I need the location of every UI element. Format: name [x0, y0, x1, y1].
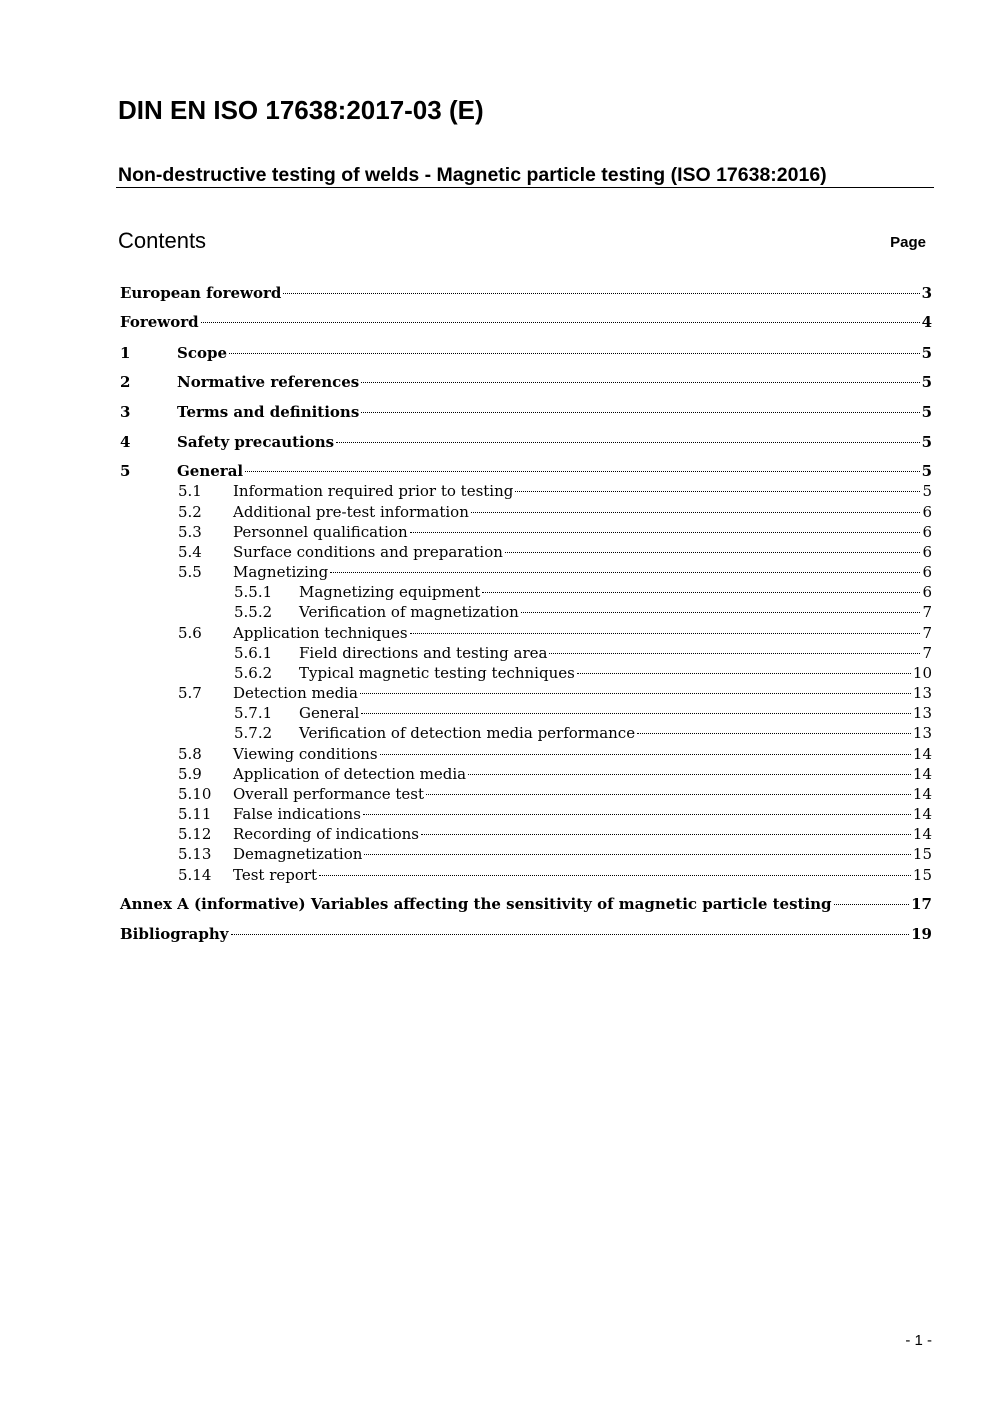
toc-entry[interactable]	[0, 703, 932, 723]
toc-dot-leader	[283, 293, 919, 294]
toc-entry[interactable]	[0, 764, 932, 784]
toc-entry-page: 5	[922, 482, 932, 500]
toc-entry-number: 5.6.2	[234, 664, 273, 682]
toc-dot-leader	[505, 552, 921, 553]
toc-entry-label: Annex A (informative) Variables affecting the sensitivity of magnetic particle testing	[120, 895, 832, 913]
toc-dot-leader	[330, 572, 920, 573]
toc-entry-page: 15	[912, 866, 932, 884]
toc-dot-leader	[637, 733, 911, 734]
toc-dot-leader	[410, 532, 921, 533]
toc-entry-number: 5.14	[178, 866, 212, 884]
toc-entry[interactable]	[0, 723, 932, 743]
toc-entry-number: 5.5.2	[234, 603, 273, 621]
toc-entry-page: 3	[921, 284, 932, 302]
toc-entry[interactable]	[0, 894, 932, 914]
toc-entry-page: 6	[922, 503, 932, 521]
toc-entry-label: Surface conditions and preparation	[233, 543, 503, 561]
toc-entry-label: Overall performance test	[233, 785, 425, 803]
toc-dot-leader	[471, 512, 921, 513]
toc-entry-label: Scope	[177, 344, 228, 362]
toc-entry[interactable]	[0, 602, 932, 622]
toc-entry-number: 3	[120, 403, 131, 421]
toc-entry-label: Verification of detection media performance	[299, 724, 636, 742]
toc-entry[interactable]	[0, 343, 932, 363]
toc-entry-page: 13	[912, 704, 932, 722]
toc-entry-number: 5.1	[178, 482, 202, 500]
toc-entry-page: 13	[912, 724, 932, 742]
toc-entry-label: Viewing conditions	[233, 745, 378, 763]
toc-entry-number: 5.3	[178, 523, 202, 541]
toc-entry[interactable]	[0, 623, 932, 643]
toc-entry[interactable]	[0, 502, 932, 522]
toc-entry-label: Recording of indications	[233, 825, 419, 843]
toc-dot-leader	[201, 322, 920, 323]
toc-entry-number: 5.10	[178, 785, 212, 803]
toc-dot-leader	[468, 774, 911, 775]
toc-entry-number: 5.13	[178, 845, 212, 863]
toc-entry-label: Bibliography	[120, 925, 229, 943]
toc-entry-number: 5.11	[178, 805, 212, 823]
toc-entry-number: 2	[120, 373, 131, 391]
toc-entry-label: Verification of magnetization	[299, 603, 519, 621]
toc-entry[interactable]	[0, 402, 932, 422]
toc-dot-leader	[521, 612, 921, 613]
toc-entry-number: 4	[120, 433, 131, 451]
toc-entry-label: General	[299, 704, 360, 722]
toc-entry[interactable]	[0, 312, 932, 332]
toc-entry-label: Foreword	[120, 313, 199, 331]
toc-entry-page: 7	[922, 624, 932, 642]
toc-entry[interactable]	[0, 522, 932, 542]
toc-entry[interactable]	[0, 744, 932, 764]
toc-entry[interactable]	[0, 542, 932, 562]
toc-entry-number: 5.4	[178, 543, 202, 561]
toc-dot-leader	[229, 353, 920, 354]
toc-entry-number: 5.7	[178, 684, 202, 702]
toc-entry-label: False indications	[233, 805, 361, 823]
toc-entry[interactable]	[0, 461, 932, 481]
toc-entry-label: Detection media	[233, 684, 358, 702]
toc-dot-leader	[410, 633, 921, 634]
toc-entry-label: Test report	[233, 866, 318, 884]
toc-entry[interactable]	[0, 924, 932, 944]
toc-dot-leader	[482, 592, 920, 593]
toc-dot-leader	[231, 934, 910, 935]
document-title: Non-destructive testing of welds - Magnetic particle testing (ISO 17638:2016)	[118, 164, 827, 186]
toc-entry-page: 10	[912, 664, 932, 682]
toc-entry-label: Demagnetization	[233, 845, 363, 863]
toc-entry-number: 5.5.1	[234, 583, 273, 601]
toc-entry[interactable]	[0, 865, 932, 885]
toc-entry-page: 5	[921, 373, 932, 391]
toc-entry-number: 5.6.1	[234, 644, 273, 662]
toc-entry-number: 5.9	[178, 765, 202, 783]
toc-entry-page: 6	[922, 543, 932, 561]
page-column-label: Page	[890, 234, 926, 251]
toc-entry[interactable]	[0, 582, 932, 602]
toc-entry-label: Information required prior to testing	[233, 482, 514, 500]
toc-dot-leader	[336, 442, 919, 443]
toc-dot-leader	[361, 713, 911, 714]
toc-entry-page: 7	[922, 603, 932, 621]
toc-entry[interactable]	[0, 283, 932, 303]
footer-page-number: - 1 -	[905, 1332, 932, 1349]
toc-dot-leader	[364, 854, 911, 855]
toc-entry-page: 5	[921, 344, 932, 362]
toc-entry-label: Terms and definitions	[177, 403, 360, 421]
toc-entry-page: 14	[912, 805, 932, 823]
toc-entry-page: 13	[912, 684, 932, 702]
document-identifier: DIN EN ISO 17638:2017-03 (E)	[118, 95, 484, 125]
toc-entry-number: 5.7.2	[234, 724, 273, 742]
toc-entry-number: 1	[120, 344, 131, 362]
toc-entry-page: 4	[921, 313, 932, 331]
toc-dot-leader	[319, 875, 911, 876]
toc-entry-label: Personnel qualification	[233, 523, 408, 541]
toc-entry-number: 5.5	[178, 563, 202, 581]
toc-entry-label: Application of detection media	[233, 765, 467, 783]
toc-entry-number: 5.6	[178, 624, 202, 642]
toc-entry-label: Additional pre-test information	[233, 503, 469, 521]
toc-entry-page: 7	[922, 644, 932, 662]
toc-entry-page: 5	[921, 433, 932, 451]
toc-entry-label: Magnetizing equipment	[299, 583, 481, 601]
toc-entry-page: 19	[911, 925, 932, 943]
toc-entry-page: 6	[922, 563, 932, 581]
toc-entry-page: 6	[922, 523, 932, 541]
toc-dot-leader	[245, 471, 919, 472]
toc-entry-page: 6	[922, 583, 932, 601]
toc-entry-page: 14	[912, 785, 932, 803]
toc-entry-number: 5.8	[178, 745, 202, 763]
toc-entry-page: 5	[921, 462, 932, 480]
toc-entry-label: Typical magnetic testing techniques	[299, 664, 575, 682]
toc-dot-leader	[363, 814, 911, 815]
toc-entry-page: 14	[912, 825, 932, 843]
toc-dot-leader	[380, 754, 911, 755]
toc-entry[interactable]	[0, 784, 932, 804]
toc-entry-label: Application techniques	[233, 624, 408, 642]
toc-entry-number: 5.2	[178, 503, 202, 521]
toc-entry-page: 5	[921, 403, 932, 421]
toc-entry-label: Safety precautions	[177, 433, 335, 451]
toc-dot-leader	[549, 653, 920, 654]
toc-dot-leader	[515, 491, 920, 492]
toc-entry[interactable]	[0, 481, 932, 501]
toc-entry[interactable]	[0, 663, 932, 683]
toc-entry-page: 14	[912, 765, 932, 783]
toc-entry[interactable]	[0, 643, 932, 663]
toc-dot-leader	[421, 834, 911, 835]
toc-entry-label: Field directions and testing area	[299, 644, 548, 662]
toc-entry-number: 5.12	[178, 825, 212, 843]
toc-entry[interactable]	[0, 372, 932, 392]
toc-entry[interactable]	[0, 824, 932, 844]
contents-heading: Contents	[118, 228, 207, 253]
toc-entry-page: 15	[912, 845, 932, 863]
toc-dot-leader	[834, 904, 910, 905]
toc-dot-leader	[361, 382, 919, 383]
toc-dot-leader	[361, 412, 919, 413]
toc-entry-label: Normative references	[177, 373, 360, 391]
toc-entry-page: 14	[912, 745, 932, 763]
toc-entry-label: European foreword	[120, 284, 282, 302]
toc-entry[interactable]	[0, 562, 932, 582]
toc-entry[interactable]	[0, 683, 932, 703]
toc-entry-number: 5	[120, 462, 131, 480]
toc-dot-leader	[577, 673, 911, 674]
toc-dot-leader	[426, 794, 911, 795]
toc-entry-page: 17	[911, 895, 932, 913]
toc-entry-label: General	[177, 462, 244, 480]
toc-dot-leader	[360, 693, 911, 694]
toc-entry[interactable]	[0, 432, 932, 452]
toc-entry[interactable]	[0, 844, 932, 864]
toc-entry-label: Magnetizing	[233, 563, 329, 581]
toc-entry-number: 5.7.1	[234, 704, 273, 722]
toc-entry[interactable]	[0, 804, 932, 824]
